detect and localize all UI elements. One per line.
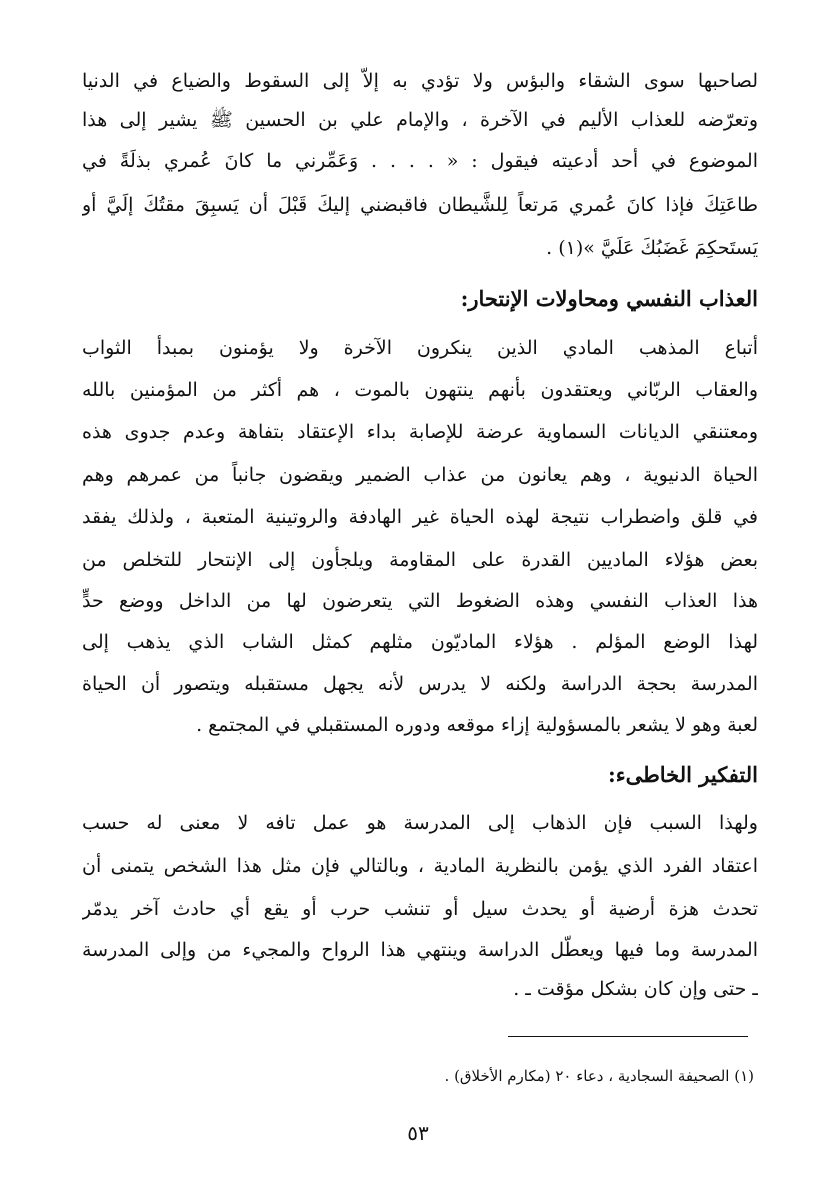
- footnote: (١) الصحيفة السجادية ، دعاء ٢٠ (مكارم الأخلاق) .: [444, 1067, 754, 1085]
- body-line: وتعرّضه للعذاب الأليم في الآخرة ، والإمام علي بن الحسين ﷺ يشير إلى هذا: [82, 109, 758, 131]
- body-line: اعتقاد الفرد الذي يؤمن بالنظرية المادية ، وبالتالي فإن مثل هذا الشخص يتمنى أن: [82, 855, 758, 877]
- body-line: والعقاب الربّاني ويعتقدون بأنهم ينتهون بالموت ، هم أكثر من المؤمنين بالله: [82, 379, 758, 401]
- body-line: الحياة الدنيوية ، وهم يعانون من عذاب الضمير ويقضون جانباً من عمرهم وهم: [82, 464, 758, 486]
- body-line: هذا العذاب النفسي وهذه الضغوط التي يتعرضون لها من الداخل ووضع حدٍّ: [82, 590, 758, 612]
- body-line: ـ حتى وإن كان بشكل مؤقت ـ .: [513, 978, 758, 1000]
- body-line: لعبة وهو لا يشعر بالمسؤولية إزاء موقعه ودوره المستقبلي في المجتمع .: [196, 714, 758, 736]
- section-heading: العذاب النفسي ومحاولات الإنتحار:: [460, 286, 758, 311]
- body-line: في قلق واضطراب نتيجة لهذه الحياة غير الهادفة والروتينية المتعبة ، ولذلك يفقد: [82, 506, 758, 528]
- body-line: يَستَحكِمَ غَضَبُكَ عَلَيَّ »(١) .: [546, 237, 758, 259]
- footnote-separator: [508, 1036, 748, 1037]
- body-line: لصاحبها سوى الشقاء والبؤس ولا تؤدي به إلاّ إلى السقوط والضياع في الدنيا: [82, 70, 758, 92]
- body-line: أتباع المذهب المادي الذين ينكرون الآخرة ولا يؤمنون بمبدأ الثواب: [82, 337, 758, 359]
- section-heading: التفكير الخاطىء:: [607, 762, 758, 787]
- body-line: بعض هؤلاء الماديين القدرة على المقاومة ويلجأون إلى الإنتحار للتخلص من: [82, 549, 758, 571]
- body-line: الموضوع في أحد أدعيته فيقول : « . . . . وَعَمِّرني ما كانَ عُمري بذلَةً في: [82, 150, 758, 172]
- body-line: ومعتنقي الديانات السماوية عرضة للإصابة بداء الإعتقاد بتفاهة وعدم جدوى هذه: [82, 421, 758, 443]
- body-line: لهذا الوضع المؤلم . هؤلاء الماديّون مثلهم كمثل الشاب الذي يذهب إلى: [82, 631, 758, 653]
- body-line: المدرسة بحجة الدراسة ولكنه لا يدرس لأنه يجهل مستقبله ويتصور أن الحياة: [82, 673, 758, 695]
- body-line: تحدث هزة أرضية أو يحدث سيل أو تنشب حرب أو يقع أي حادث آخر يدمّر: [82, 898, 758, 920]
- body-line: طاعَتِكَ فإذا كانَ عُمري مَرتعاً لِلشَّيطان فاقبضني إليكَ قَبْلَ أن يَسبِقَ مقتُكَ إلَيَّ أو: [82, 194, 758, 216]
- page-number: ٥٣: [407, 1121, 429, 1145]
- body-line: المدرسة وما فيها ويعطّل الدراسة وينتهي هذا الرواح والمجيء من وإلى المدرسة: [82, 939, 758, 961]
- body-line: ولهذا السبب فإن الذهاب إلى المدرسة هو عمل تافه لا معنى له حسب: [82, 812, 758, 834]
